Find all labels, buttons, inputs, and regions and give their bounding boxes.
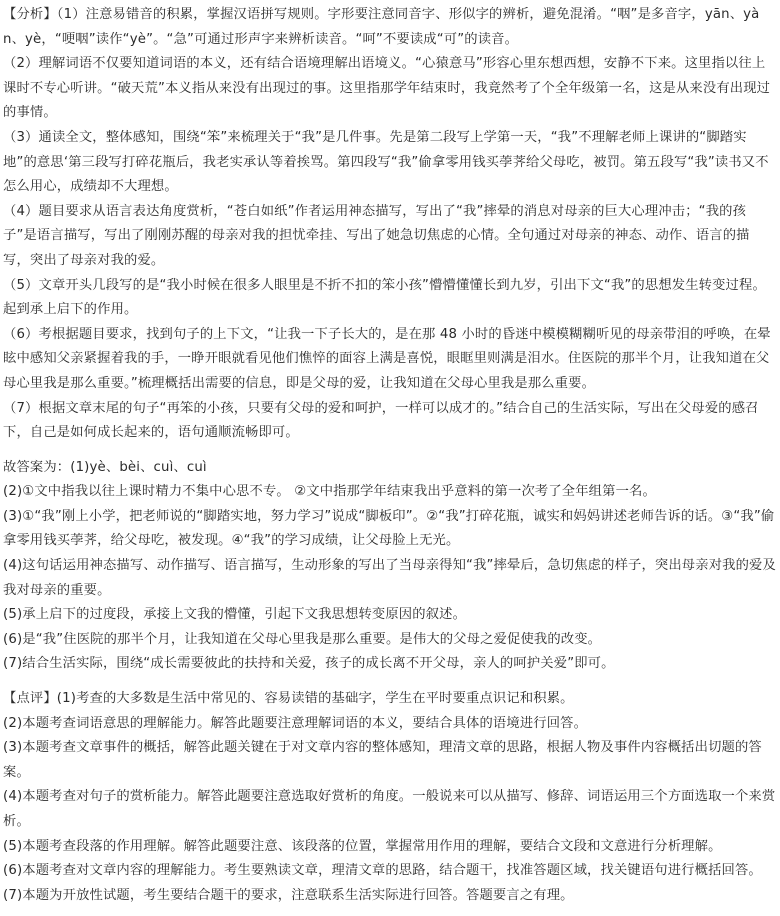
comment-paragraph-6: (6)本题考查对文章内容的理解能力。考生要熟读文章，理清文章的思路，结合题干，找准答题区域，找关键语句进行概括回答。 — [3, 863, 762, 879]
comment-paragraph-5: (5)本题考查段落的作用理解。解答此题要注意、该段落的位置，掌握常用作用的理解，要结合文段和文意进行分析理解。 — [3, 838, 722, 854]
comment-paragraph-2: (2)本题考查词语意思的理解能力。解答此题要注意理解词语的本义，要结合具体的语境进行回答。 — [3, 715, 588, 731]
answer-paragraph-4: (4)这句话运用神态描写、动作描写、语言描写，生动形象的写出了当母亲得知“我”摔晕后，急切焦虑的样子，突出母亲对我的爱及我对母亲的重要。 — [3, 558, 776, 598]
analysis-paragraph-1: 【分析】（1）注意易错音的积累，掌握汉语拼写规则。字形要注意同音字、形似字的辨析，避免混淆。“咽”是多音字，yān、yàn、yè，“哽咽”读作“yè”。“急”可通过形声字来辨析读音。“呵”不要读成“可”的读音。 — [3, 7, 760, 47]
comment-section — [3, 687, 776, 908]
answer-paragraph-3: (3)①“我”刚上小学，把老师说的“脚踏实地，努力学习”说成“脚板印”。②“我”打碎花瓶，诚实和妈妈讲述老师告诉的话。③“我”偷拿零用钱买荸荠，给父母吃，被发现。④“我”的学习成绩，让父母脸上无光。 — [3, 508, 775, 549]
answer-paragraph-5: (5)承上启下的过度段，承接上文我的懵懂，引起下文我思想转变原因的叙述。 — [3, 607, 467, 623]
comment-paragraph-7: (7)本题为开放性试题，考生要结合题干的要求，注意联系生活实际进行回答。答题要言之有理。 — [3, 887, 574, 903]
comment-paragraph-3: (3)本题考查文章事件的概括，解答此题关键在于对文章内容的整体感知，理清文章的思路，根据人物及事件内容概括出切题的答案。 — [3, 740, 762, 780]
answer-paragraph-6: (6)是“我”住医院的那半个月，让我知道在父母心里我是那么重要。是伟大的父母之爱促使我的改变。 — [3, 631, 602, 647]
analysis-paragraph-3: （3）通读全文，整体感知，围绕“笨”来梳理关于“我”是几件事。先是第二段写上学第一天，“我”不理解老师上课讲的“脚踏实地”的意思‘第三段写打碎花瓶后，我老实承认等着挨骂。第四段写“我”偷拿零用钱买荸荠给父母吃，被罚。第五段写“我”读书又不怎么用心，成绩却不大理想。 — [3, 129, 769, 195]
analysis-section — [3, 3, 776, 446]
answer-paragraph-1: 故答案为：(1)yè、bèi、cuì、cuì — [3, 459, 207, 475]
analysis-paragraph-4: （4）题目要求从语言表达角度赏析，“苍白如纸”作者运用神态描写，写出了“我”摔晕的消息对母亲的巨大心理冲击；“我的孩子”是语言描写，写出了刚刚苏醒的母亲对我的担忧牵挂、写出了她急切焦虑的心情。全句通过对母亲的神态、动作、语言的描写，突出了母亲对我的爱。 — [3, 203, 750, 268]
analysis-paragraph-7: （7）根据文章末尾的句子“再笨的小孩，只要有父母的爱和呵护，一样可以成才的。”结合自己的生活实际，写出在父母爱的感召下，自己是如何成长起来的，语句通顺流畅即可。 — [3, 400, 759, 441]
analysis-paragraph-6: （6）考根据题目要求，找到句子的上下文，“让我一下子长大的，是在那 48 小时的昏迷中模模糊糊听见的母亲带泪的呼唤，在晕眩中感知父亲紧握着我的手，一睁开眼就看见他们憔悴的面容上满是喜悦，眼眶里则满是泪水。住医院的那半个月，让我知道在父母心里我是那么重要。”梳理概括出需要的信息，即是父母的爱，让我知道在父母心里我是那么重要。 — [3, 326, 771, 391]
analysis-paragraph-2: （2）理解词语不仅要知道词语的本义，还有结合语境理解出语境义。“心猿意马”形容心里东想西想，安静不下来。这里指以往上课时不专心听讲。“破天荒”本义指从来没有出现过的事。这里指那学年结束时，我竟然考了个全年级第一名，这是从来没有出现过的事情。 — [3, 56, 771, 121]
comment-paragraph-1: 【点评】(1)考查的大多数是生活中常见的、容易读错的基础字，学生在平时要重点识记和积累。 — [3, 691, 574, 707]
answer-paragraph-7: (7)结合生活实际，围绕“成长需要彼此的扶持和关爱，孩子的成长离不开父母，亲人的呵护关爱”即可。 — [3, 656, 615, 672]
analysis-paragraph-5: （5）文章开头几段写的是“我小时候在很多人眼里是不折不扣的笨小孩”懵懵懂懂长到九岁，引出下文“我”的思想发生转变过程。起到承上启下的作用。 — [3, 277, 766, 318]
answer-paragraph-2: (2)①文中指我以往上课时精力不集中心思不专。 ②文中指那学年结束我出乎意料的第一次考了全年组第一名。 — [3, 484, 656, 500]
answer-section — [3, 456, 776, 677]
comment-paragraph-4: (4)本题考查对句子的赏析能力。解答此题要注意选取好赏析的角度。一般说来可以从描写、修辞、词语运用三个方面选取一个来赏析。 — [3, 789, 776, 829]
